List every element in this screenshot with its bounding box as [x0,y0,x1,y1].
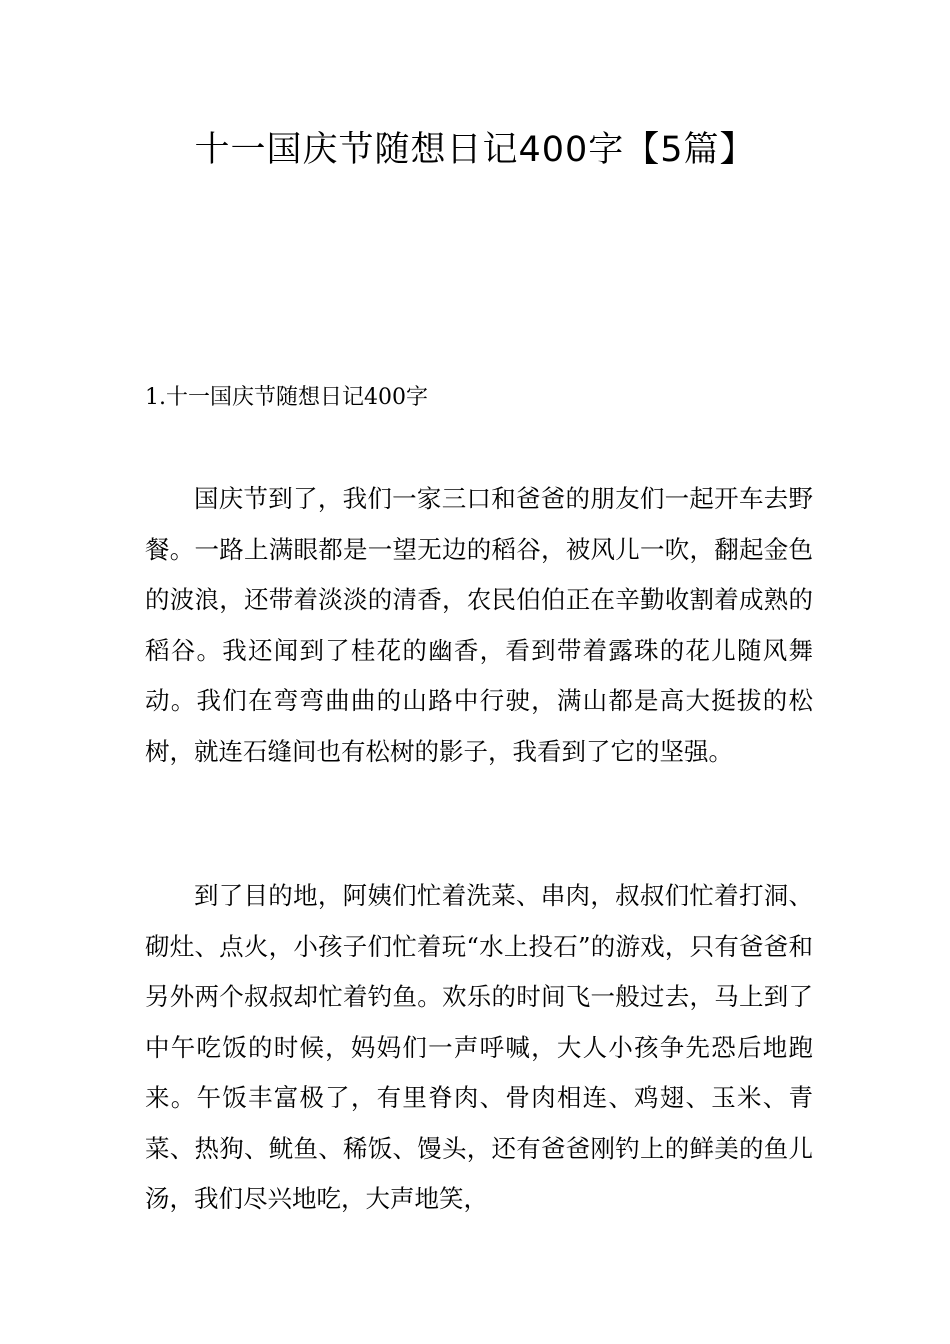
section-heading: 1.十一国庆节随想日记400字 [145,385,428,410]
body-paragraph: 国庆节到了，我们一家三口和爸爸的朋友们一起开车去野餐。一路上满眼都是一望无边的稻谷，被风儿一吹，翻起金色的波浪，还带着淡淡的清香，农民伯伯正在辛勤收割着成熟的稻谷。我还闻到了桂花的幽香，看到带着露珠的花儿随风舞动。我们在弯弯曲曲的山路中行驶，满山都是高大挺拔的松树，就连石缝间也有松树的影子，我看到了它的坚强。 [145,484,813,766]
document-title: 十一国庆节随想日记400字【5篇】 [194,130,756,170]
body-paragraph: 到了目的地，阿姨们忙着洗菜、串肉，叔叔们忙着打洞、砌灶、点火，小孩子们忙着玩“水上投石”的游戏，只有爸爸和另外两个叔叔却忙着钓鱼。欢乐的时间飞一般过去，马上到了中午吃饭的时候，妈妈们一声呼喊，大人小孩争先恐后地跑来。午饭丰富极了，有里脊肉、骨肉相连、鸡翅、玉米、青菜、热狗、鱿鱼、稀饭、馒头，还有爸爸刚钓上的鲜美的鱼儿汤，我们尽兴地吃，大声地笑， [145,881,813,1213]
